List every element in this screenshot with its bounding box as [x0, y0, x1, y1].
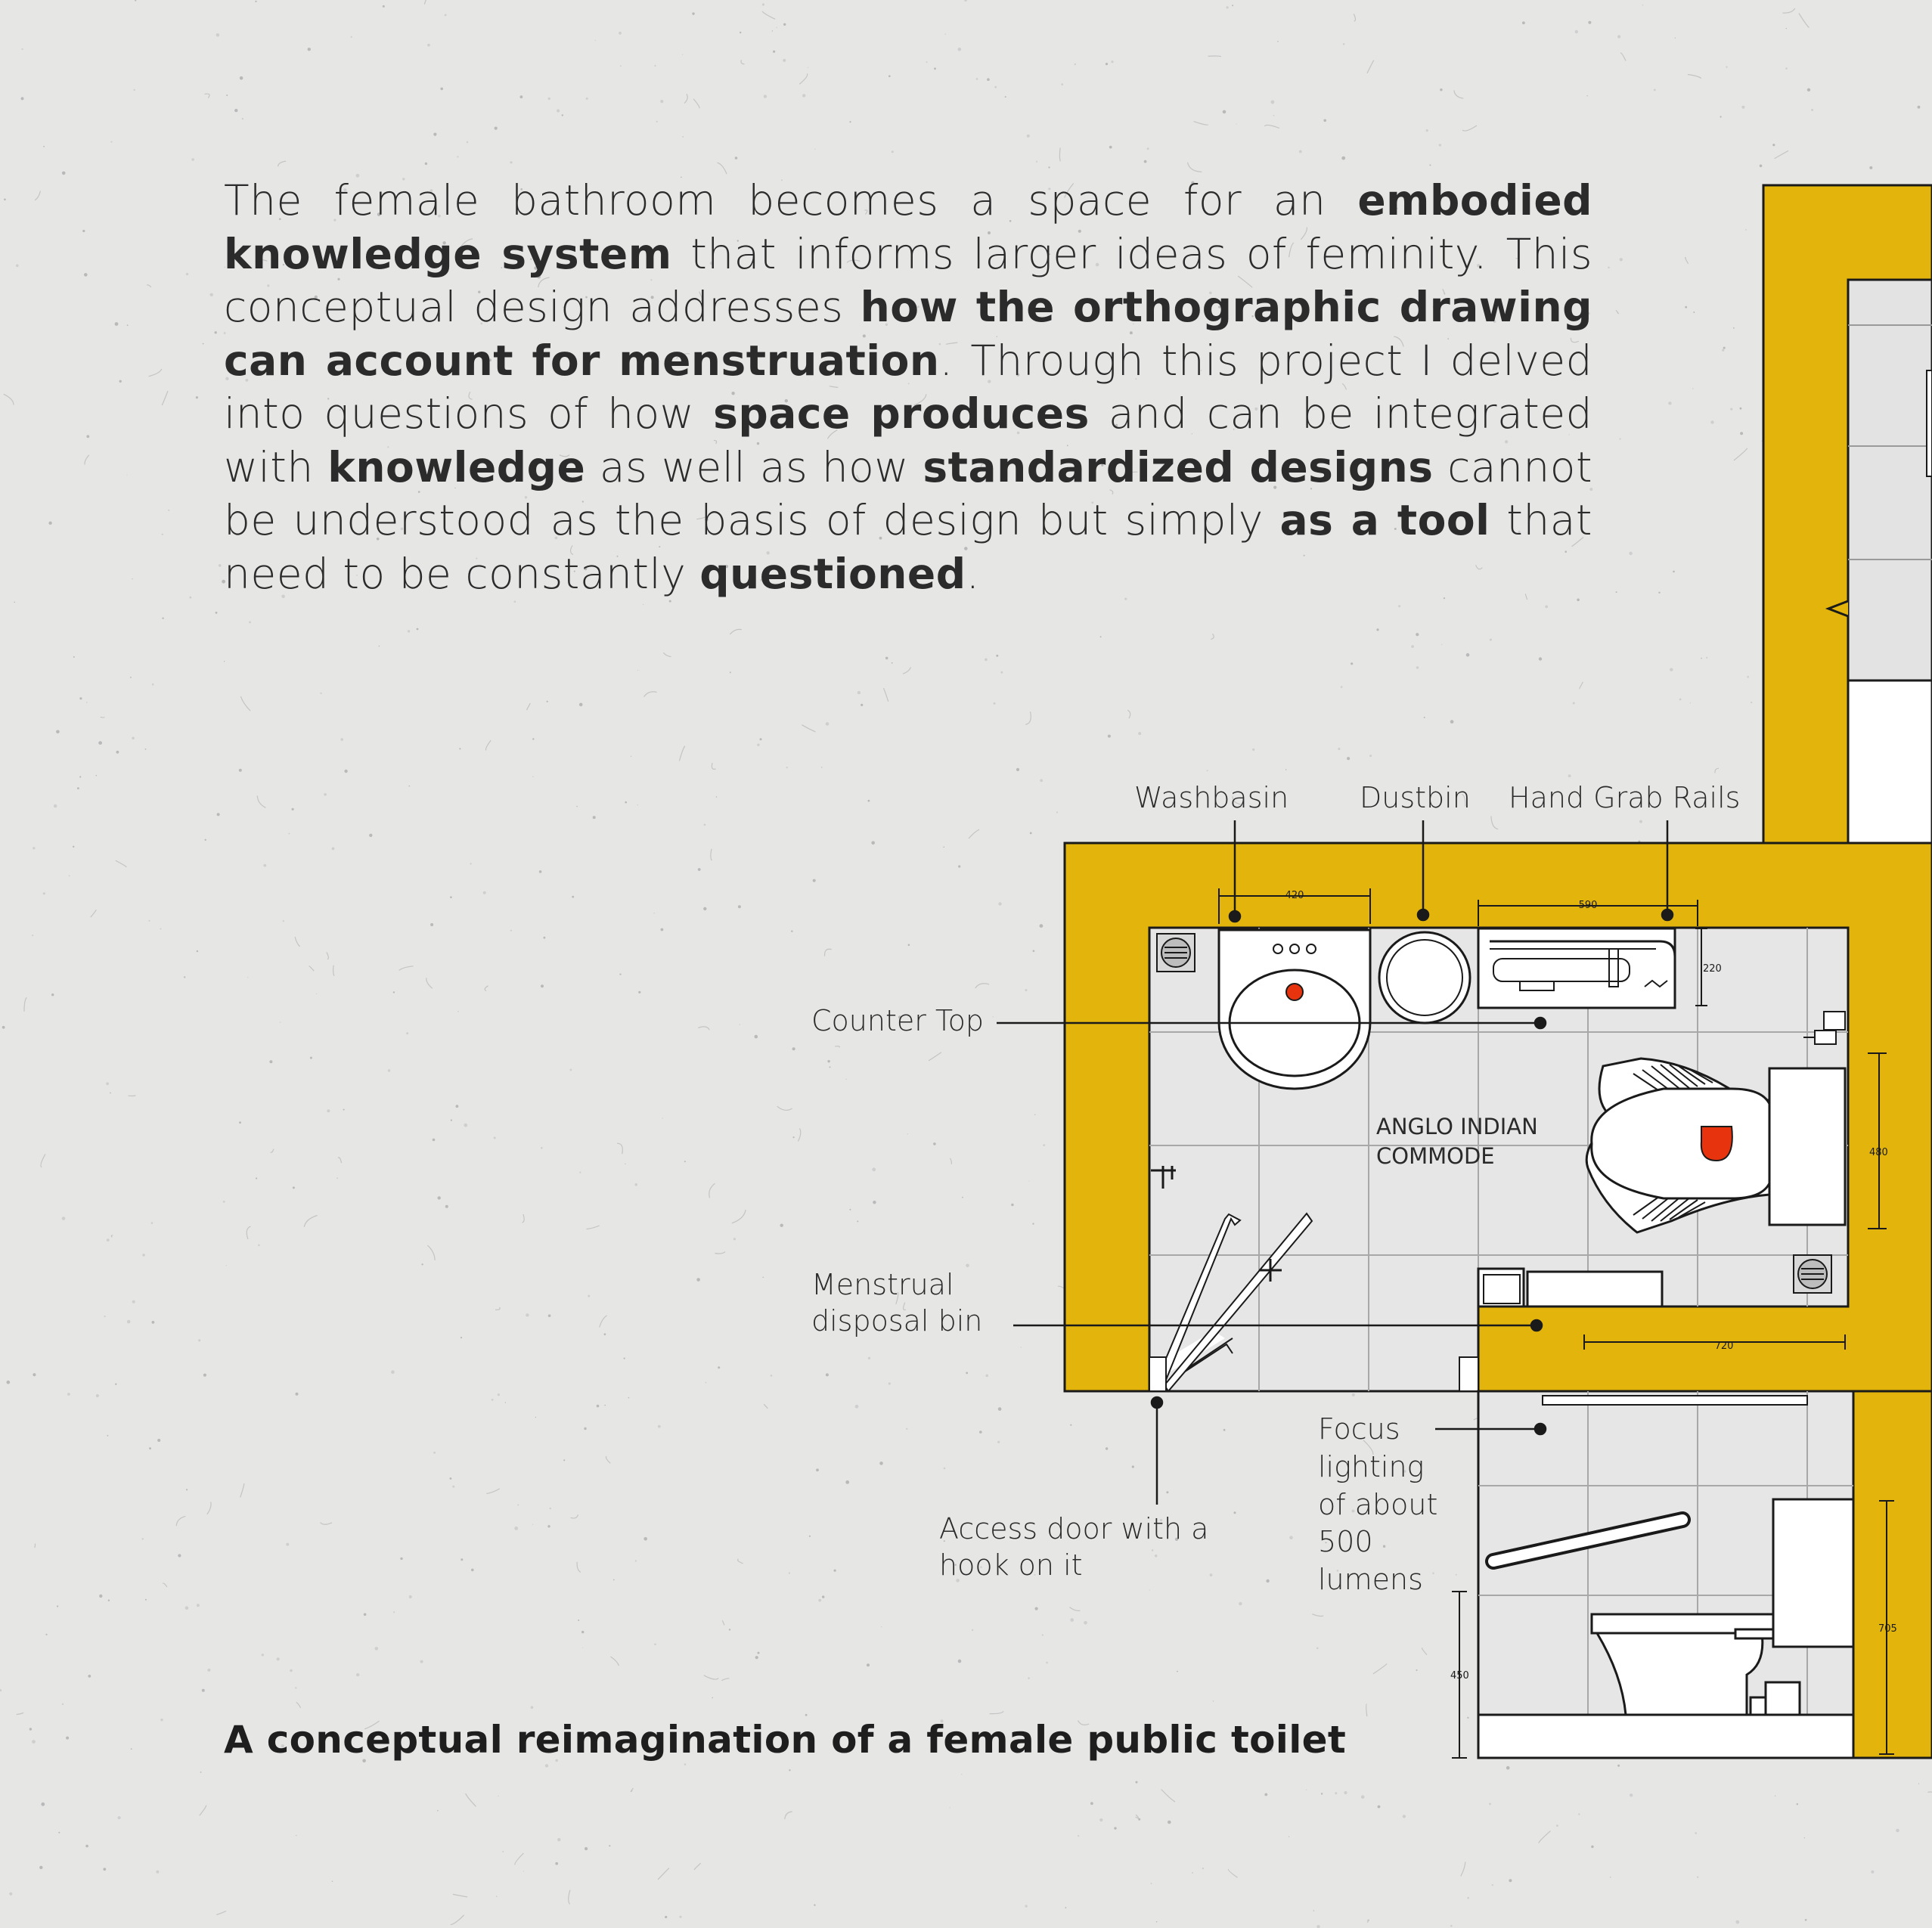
label-focus-lighting-3: of about: [1318, 1488, 1438, 1521]
label-commode-1: ANGLO INDIAN: [1376, 1114, 1538, 1139]
label-menstrual-bin-1: Menstrual: [811, 1268, 954, 1301]
dim-420: 420: [1285, 890, 1304, 901]
label-focus-lighting-2: lighting: [1318, 1450, 1425, 1483]
label-commode-2: COMMODE: [1376, 1143, 1495, 1169]
intro-text: as well as how: [585, 442, 923, 491]
dim-590: 590: [1578, 900, 1598, 911]
lower-right-wall: [1853, 1391, 1932, 1758]
intro-text: and can be integrated with: [224, 389, 1592, 491]
dim-220: 220: [1703, 963, 1722, 975]
label-washbasin: Washbasin: [1134, 781, 1289, 814]
intro-text: .: [966, 549, 980, 598]
washbasin-fixture: [1219, 930, 1370, 1089]
intro-emphasis: standardized designs: [923, 442, 1434, 491]
floor-drain-icon: [1157, 934, 1195, 972]
intro-text: . Through this project I delved into questions of how: [224, 336, 1592, 438]
label-dustbin: Dustbin: [1360, 781, 1471, 814]
label-focus-lighting-4: 500: [1318, 1525, 1373, 1558]
intro-emphasis: embodied knowledge system: [224, 176, 1592, 278]
dim-450: 450: [1450, 1670, 1469, 1682]
upper-room-opening: [1848, 680, 1932, 843]
intro-emphasis: questioned: [699, 549, 966, 598]
menstrual-bin-fixture: [1478, 1269, 1662, 1307]
intro-text: The female bathroom becomes a space for an: [224, 176, 1358, 225]
intro-emphasis: how the orthographic drawing can account for menstruation: [224, 283, 1592, 385]
light-fixture: [1543, 1396, 1807, 1405]
intro-text: cannot be understood as the basis of design but simply: [224, 442, 1593, 544]
floor-strip: [1478, 1715, 1853, 1758]
label-counter-top: Counter Top: [811, 1004, 985, 1037]
label-hand-grab-rails: Hand Grab Rails: [1509, 781, 1741, 814]
dim-720: 720: [1714, 1341, 1734, 1352]
grab-rail-shelf: [1478, 928, 1675, 1008]
label-menstrual-bin-2: disposal bin: [811, 1304, 983, 1338]
label-focus-lighting-1: Focus: [1318, 1412, 1400, 1446]
intro-emphasis: as a tool: [1279, 496, 1490, 544]
dim-705: 705: [1878, 1623, 1897, 1635]
intro-text: that need to be constantly: [224, 496, 1592, 598]
caption-title: A conceptual reimagination of a female public toilet: [224, 1718, 1347, 1762]
intro-text: that informs larger ideas of feminity. This conceptual design addresses: [224, 229, 1593, 331]
dim-480: 480: [1869, 1147, 1888, 1158]
intro-emphasis: knowledge: [327, 442, 586, 491]
label-access-door-2: hook on it: [939, 1548, 1083, 1582]
intro-emphasis: space produces: [713, 389, 1090, 438]
label-focus-lighting-5: lumens: [1318, 1563, 1423, 1596]
upper-room-floor: [1848, 280, 1932, 680]
dustbin-fixture: [1379, 932, 1470, 1023]
floor-drain-icon: [1794, 1255, 1831, 1293]
label-access-door-1: Access door with a: [939, 1512, 1209, 1545]
